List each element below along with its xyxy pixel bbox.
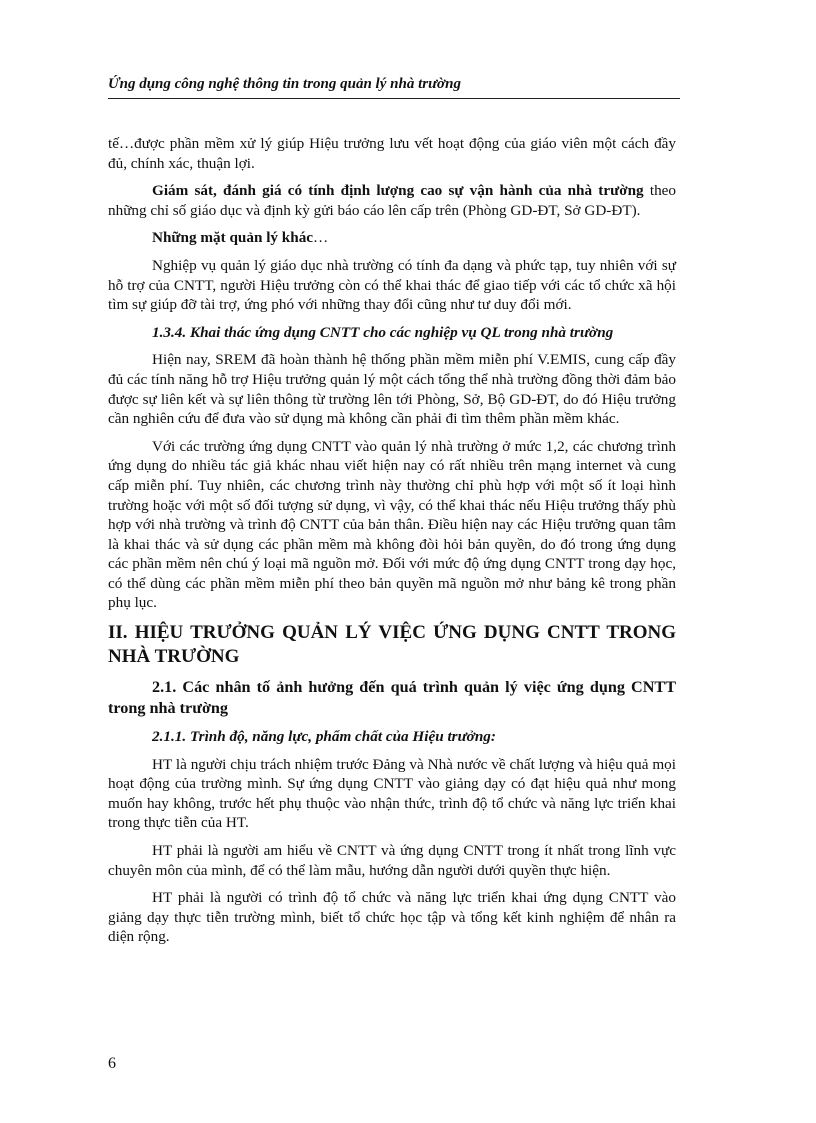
paragraph: HT phải là người có trình độ tổ chức và năng lực triển khai ứng dụng CNTT vào giảng dạy thực tiễn trường mình, biết tổ chức học tập và tổng kết kinh nghiệm để nhân ra diện rộng. bbox=[108, 889, 676, 946]
section-heading-2-1: 2.1. Các nhân tố ảnh hưởng đến quá trình quản lý việc ứng dụng CNTT trong nhà trường bbox=[108, 678, 676, 718]
paragraph: Với các trường ứng dụng CNTT vào quản lý nhà trường ở mức 1,2, các chương trình ứng dụng do nhiều tác giả khác nhau viết hiện nay có rất nhiều trên mạng internet và cung cấp miễn phí. Tuy nhiên, các chương trình này thường chỉ phù hợp với một số ít loại hình trường hoặc với một số đối tượng sử dụng, vì vậy, có thể khai thác nếu Hiệu trưởng thấy phù hợp với nhà trường và trình độ CNTT của bản thân. Điều hiện nay các Hiệu trưởng quan tâm là khai thác và sử dụng các phần mềm mà không đòi hỏi bản quyền, do đó trong ứng dụng các phần mềm nên chú ý loại mã nguồn mở. Đối với mức độ ứng dụng CNTT trong dạy học, có thể dùng các phần mềm miễn phí theo bản quyền mã nguồn mở như bảng kê trong phần phụ lục. bbox=[108, 437, 676, 612]
section-heading-II: II. HIỆU TRƯỞNG QUẢN LÝ VIỆC ỨNG DỤNG CNTT TRONG NHÀ TRƯỜNG bbox=[108, 622, 676, 668]
paragraph: tế…được phần mềm xử lý giúp Hiệu trưởng lưu vết hoạt động của giáo viên một cách đầy đủ, chính xác, thuận lợi. bbox=[108, 135, 676, 172]
paragraph-text: … bbox=[313, 229, 329, 247]
page-number: 6 bbox=[108, 1055, 116, 1072]
paragraph-text: theo những chỉ số giáo dục và định kỳ gửi báo cáo lên cấp trên (Phòng GD-ĐT, Sở GD-ĐT). bbox=[108, 182, 676, 219]
subsection-heading-2-1-1: 2.1.1. Trình độ, năng lực, phẩm chất của Hiệu trưởng: bbox=[152, 728, 496, 746]
running-header: Ứng dụng công nghệ thông tin trong quản lý nhà trường bbox=[108, 76, 680, 99]
subsection-heading-1-3-4: 1.3.4. Khai thác ứng dụng CNTT cho các nghiệp vụ QL trong nhà trường bbox=[152, 323, 614, 341]
page-content bbox=[108, 134, 676, 955]
bold-lead: Những mặt quản lý khác bbox=[152, 229, 314, 247]
paragraph bbox=[108, 228, 676, 248]
paragraph: Nghiệp vụ quản lý giáo dục nhà trường có tính đa dạng và phức tạp, tuy nhiên với sự hỗ trợ của CNTT, người Hiệu trưởng còn có thể khai thác để giao tiếp với các tổ chức xã hội tìm sự giúp đỡ tài trợ, ứng phó với những thay đổi cũng như tư duy đổi mới. bbox=[108, 256, 676, 314]
paragraph bbox=[108, 181, 676, 220]
paragraph: HT phải là người am hiểu về CNTT và ứng dụng CNTT trong ít nhất trong lĩnh vực chuyên môn của mình, để có thể làm mẫu, hướng dẫn người dưới quyền thực hiện. bbox=[108, 842, 676, 879]
bold-lead: Giám sát, đánh giá có tính định lượng cao sự vận hành của nhà trường bbox=[152, 182, 644, 200]
paragraph: Hiện nay, SREM đã hoàn thành hệ thống phần mềm miễn phí V.EMIS, cung cấp đầy đủ các tính năng hỗ trợ Hiệu trưởng quản lý một cách tổng thể nhà trường đồng thời đảm bảo được sự liên kết và sự liên thông từ trường lên tới Phòng, Sở, Bộ GD-ĐT, do đó Hiệu trưởng cần nghiên cứu để đưa vào sử dụng mà không cần phải đi tìm thêm phần mềm khác. bbox=[108, 351, 676, 428]
paragraph: HT là người chịu trách nhiệm trước Đảng và Nhà nước về chất lượng và hiệu quả mọi hoạt động của trường mình. Sự ứng dụng CNTT vào giảng dạy có đạt hiệu quả như mong muốn hay không, trước hết phụ thuộc vào nhận thức, trình độ tổ chức và năng lực triển khai trong thực tiễn của HT. bbox=[108, 755, 676, 832]
